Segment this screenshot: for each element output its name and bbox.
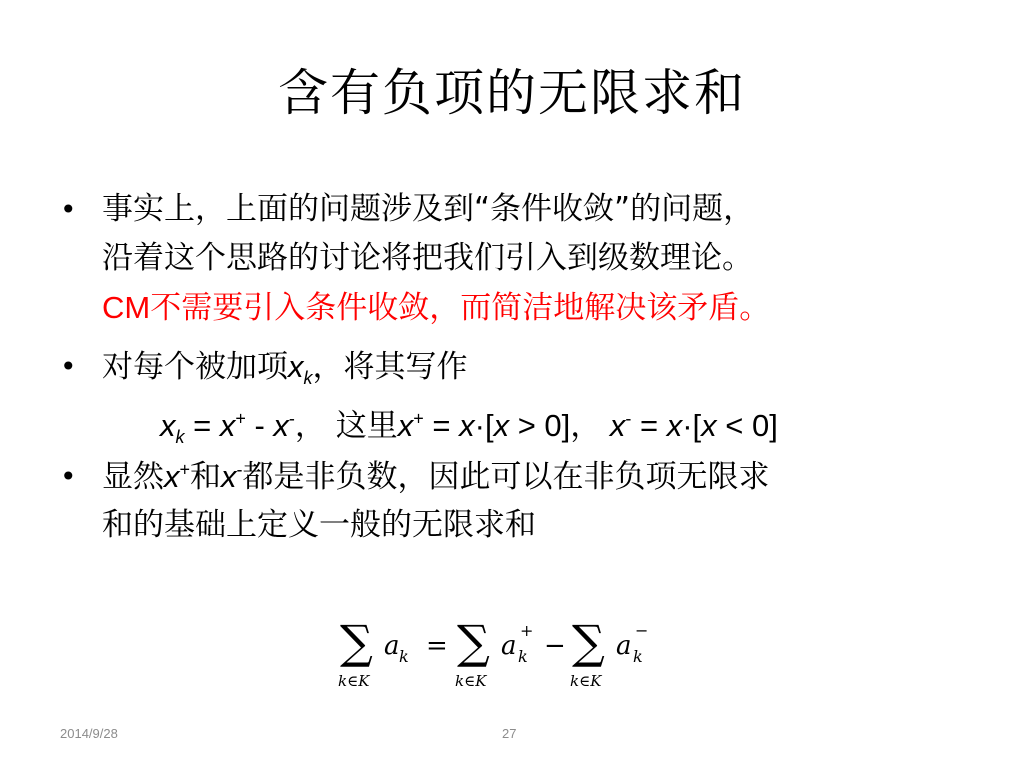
formula-xplus: x bbox=[219, 408, 236, 443]
formula-plus-sup: + bbox=[235, 408, 246, 429]
sigma-3: ∑ bbox=[572, 615, 605, 669]
decomposition-formula bbox=[160, 401, 778, 451]
formula-xk: x bbox=[160, 408, 176, 443]
equals-sign: = bbox=[426, 631, 448, 661]
bullet-3-xplus: x bbox=[164, 459, 180, 494]
def-minus-eq: = bbox=[631, 408, 667, 443]
formula-separator: ， 这里 bbox=[294, 408, 398, 444]
formula-xminus: x bbox=[273, 408, 289, 443]
bullet-3-text-a: 显然 bbox=[102, 459, 164, 495]
minus-sup: − bbox=[635, 621, 649, 640]
bullet-3-minus-sup: - bbox=[236, 459, 243, 480]
def-plus-x2: x bbox=[493, 408, 510, 443]
bullet-3-xminus: x bbox=[221, 459, 237, 494]
term-a-1: a bbox=[384, 631, 400, 661]
def-plus-bracket: ·[ bbox=[474, 408, 494, 443]
bullet-marker: • bbox=[60, 460, 77, 493]
bullet-3-text-c: 都是非负数，因此可以在非负项无限求 bbox=[242, 459, 770, 495]
def-plus-x: x bbox=[459, 408, 475, 443]
bullet-3-text-b: 和 bbox=[190, 459, 222, 495]
bullet-2-suffix: ，将其写作 bbox=[312, 349, 468, 385]
def-plus-var: x bbox=[397, 408, 414, 443]
bullet-marker: • bbox=[60, 193, 77, 226]
def-minus-var: x bbox=[609, 408, 626, 443]
var-x: x bbox=[288, 349, 304, 384]
bullet-2-prefix: 对每个被加项 bbox=[102, 349, 288, 385]
def-minus-bracket: ·[ bbox=[682, 408, 702, 443]
term-k-3: k bbox=[633, 647, 643, 666]
sigma-1: ∑ bbox=[340, 615, 373, 669]
term-a-2: a bbox=[501, 631, 517, 661]
range-1: k∈K bbox=[338, 672, 370, 690]
sigma-2: ∑ bbox=[457, 615, 490, 669]
def-plus-cond: > 0]， bbox=[509, 408, 610, 443]
formula-eq: = bbox=[184, 408, 220, 443]
range-3: k∈K bbox=[570, 672, 602, 690]
def-minus-x2: x bbox=[701, 408, 717, 443]
def-plus-sup: + bbox=[413, 408, 424, 429]
bullet-1-line-3-text: 不需要引入条件收敛，而简洁地解决该矛盾。 bbox=[150, 290, 771, 326]
bullet-1-line-3 bbox=[102, 283, 770, 333]
term-k-2: k bbox=[518, 647, 528, 666]
sub-k: k bbox=[303, 368, 313, 389]
summation-equation bbox=[330, 606, 670, 696]
page-number: 27 bbox=[502, 726, 517, 741]
bullet-1-line-2: 沿着这个思路的讨论将把我们引入到级数理论。 bbox=[102, 240, 753, 276]
formula-k: k bbox=[175, 427, 185, 448]
term-a-3: a bbox=[616, 631, 632, 661]
def-minus-x: x bbox=[666, 408, 683, 443]
def-minus-cond: < 0] bbox=[716, 408, 778, 443]
bullet-3-plus-sup: + bbox=[179, 459, 191, 480]
formula-minus-sup: - bbox=[288, 408, 295, 429]
slide-title: 含有负项的无限求和 bbox=[278, 64, 746, 122]
bullet-3-line-1 bbox=[102, 452, 770, 502]
cm-label: CM bbox=[102, 290, 151, 325]
bullet-3-line-2: 和的基础上定义一般的无限求和 bbox=[102, 507, 536, 543]
bullet-1-line-1: 事实上，上面的问题涉及到“条件收敛”的问题， bbox=[102, 191, 755, 227]
def-plus-eq: = bbox=[423, 408, 460, 443]
bullet-marker: • bbox=[60, 350, 77, 383]
def-minus-sup: - bbox=[625, 408, 632, 429]
minus-op: − bbox=[544, 631, 566, 661]
term-k-1: k bbox=[399, 647, 409, 666]
formula-minus-op: - bbox=[245, 408, 274, 443]
bullet-2-line bbox=[102, 342, 468, 392]
range-2: k∈K bbox=[455, 672, 487, 690]
footer-date: 2014/9/28 bbox=[60, 726, 118, 741]
plus-sup: + bbox=[520, 621, 534, 640]
